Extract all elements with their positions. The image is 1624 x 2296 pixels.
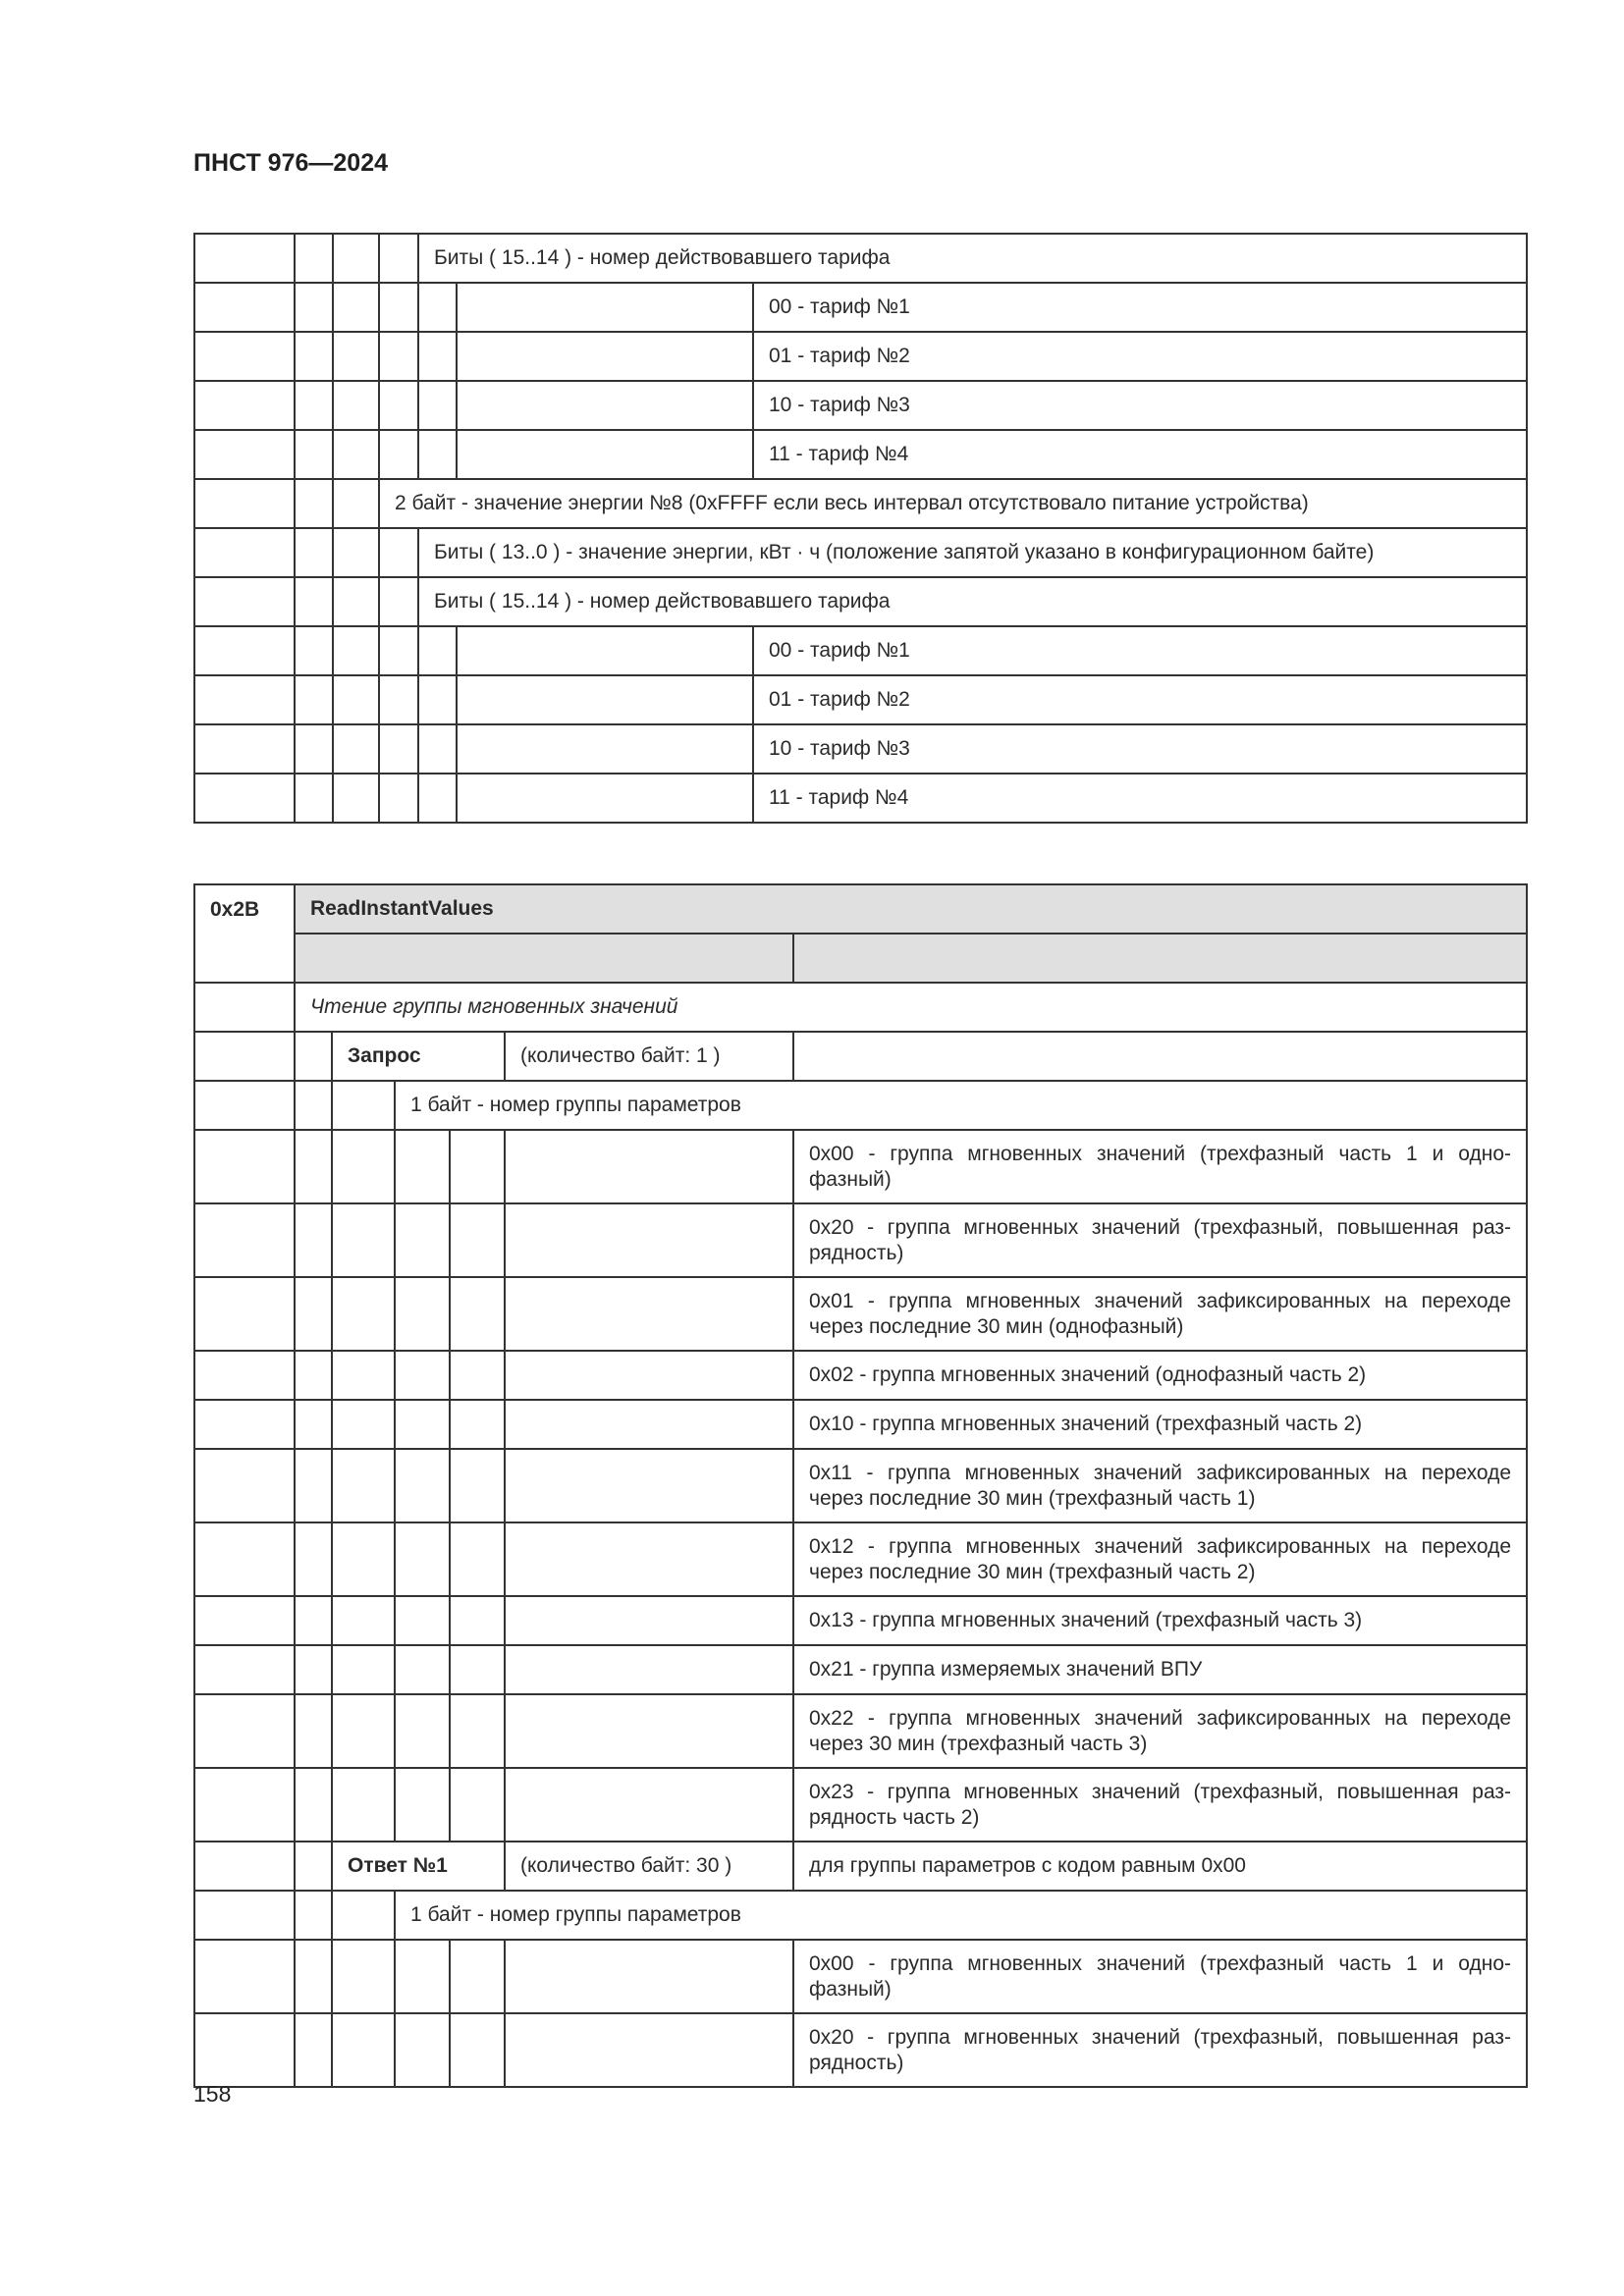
table-row: [194, 1130, 1527, 1203]
table-row: [194, 430, 1527, 479]
document-id: ПНСТ 976—2024: [193, 149, 388, 177]
table-row: [194, 1768, 1527, 1842]
energy-value-label: 2 байт - значение энергии №8 (0xFFFF если весь интервал отсутствовало питание устройства): [379, 479, 1527, 528]
table-row: [194, 1277, 1527, 1351]
table-row: [194, 1694, 1527, 1768]
table-row: [194, 1400, 1527, 1449]
bits-tariff-label: Биты ( 15..14 ) - номер действовавшего тарифа: [418, 577, 1527, 626]
table-row: [194, 983, 1527, 1032]
table-row: [194, 1842, 1527, 1891]
request-bytes: (количество байт: 1 ): [505, 1032, 793, 1081]
group-option: 0x22 - группа мгновенных значений зафиксированных на переходе через 30 мин (трехфазный часть 3): [793, 1694, 1527, 1768]
table-row: [194, 2013, 1527, 2087]
table-row: [194, 332, 1527, 381]
table-row: [194, 934, 1527, 983]
table-row: [194, 1203, 1527, 1277]
group-option: 0x11 - группа мгновенных значений зафиксированных на переходе через последние 30 мин (трехфазный часть 1): [793, 1449, 1527, 1522]
table-row: [194, 234, 1527, 283]
group-option: 0x12 - группа мгновенных значений зафиксированных на переходе через последние 30 мин (трехфазный часть 2): [793, 1522, 1527, 1596]
table-row: [194, 577, 1527, 626]
bits-energy-label: Биты ( 13..0 ) - значение энергии, кВт · ч (положение запятой указано в конфигурационном байте): [418, 528, 1527, 577]
command-description: Чтение группы мгновенных значений: [295, 983, 1527, 1032]
tariff-value: 10 - тариф №3: [753, 724, 1527, 774]
read-instant-values-table: [193, 883, 1528, 2088]
table-row: [194, 1351, 1527, 1400]
tariff-value: 00 - тариф №1: [753, 626, 1527, 675]
table-row: [194, 675, 1527, 724]
response-note: для группы параметров с кодом равным 0x00: [793, 1842, 1527, 1891]
command-code: 0x2B: [194, 884, 295, 983]
table-row: [194, 884, 1527, 934]
tariff-value: 10 - тариф №3: [753, 381, 1527, 430]
response-byte-label: 1 байт - номер группы параметров: [395, 1891, 1527, 1940]
group-option: 0x01 - группа мгновенных значений зафиксированных на переходе через последние 30 мин (однофазный): [793, 1277, 1527, 1351]
group-option: 0x20 - группа мгновенных значений (трехфазный, повышенная раз- рядность): [793, 1203, 1527, 1277]
table-row: [194, 283, 1527, 332]
group-option: 0x00 - группа мгновенных значений (трехфазный часть 1 и одно- фазный): [793, 1940, 1527, 2013]
request-label: Запрос: [332, 1032, 505, 1081]
table-row: [194, 1522, 1527, 1596]
tariff-value: 11 - тариф №4: [753, 430, 1527, 479]
request-byte-label: 1 байт - номер группы параметров: [395, 1081, 1527, 1130]
tariff-value: 01 - тариф №2: [753, 332, 1527, 381]
page-number: 158: [193, 2081, 232, 2107]
group-option: 0x00 - группа мгновенных значений (трехфазный часть 1 и одно- фазный): [793, 1130, 1527, 1203]
tariff-value: 01 - тариф №2: [753, 675, 1527, 724]
table-row: [194, 1940, 1527, 2013]
response-bytes: (количество байт: 30 ): [505, 1842, 793, 1891]
bits-tariff-label: Биты ( 15..14 ) - номер действовавшего тарифа: [418, 234, 1527, 283]
group-option: 0x20 - группа мгновенных значений (трехфазный, повышенная раз- рядность): [793, 2013, 1527, 2087]
table-row: [194, 1891, 1527, 1940]
table-row: [194, 1449, 1527, 1522]
command-title: ReadInstantValues: [295, 884, 1527, 934]
table-row: [194, 774, 1527, 823]
table-row: [194, 1596, 1527, 1645]
group-option: 0x21 - группа измеряемых значений ВПУ: [793, 1645, 1527, 1694]
table-row: [194, 1081, 1527, 1130]
group-option: 0x13 - группа мгновенных значений (трехфазный часть 3): [793, 1596, 1527, 1645]
response-label: Ответ №1: [332, 1842, 505, 1891]
table-row: [194, 479, 1527, 528]
table-row: [194, 724, 1527, 774]
group-option: 0x10 - группа мгновенных значений (трехфазный часть 2): [793, 1400, 1527, 1449]
tariff-value: 00 - тариф №1: [753, 283, 1527, 332]
tariff-value: 11 - тариф №4: [753, 774, 1527, 823]
table-row: [194, 1032, 1527, 1081]
group-option: 0x02 - группа мгновенных значений (однофазный часть 2): [793, 1351, 1527, 1400]
table-row: [194, 1645, 1527, 1694]
group-option: 0x23 - группа мгновенных значений (трехфазный, повышенная раз- рядность часть 2): [793, 1768, 1527, 1842]
table-row: [194, 626, 1527, 675]
table-row: [194, 528, 1527, 577]
table-row: [194, 381, 1527, 430]
tariff-bits-table: [193, 233, 1528, 824]
